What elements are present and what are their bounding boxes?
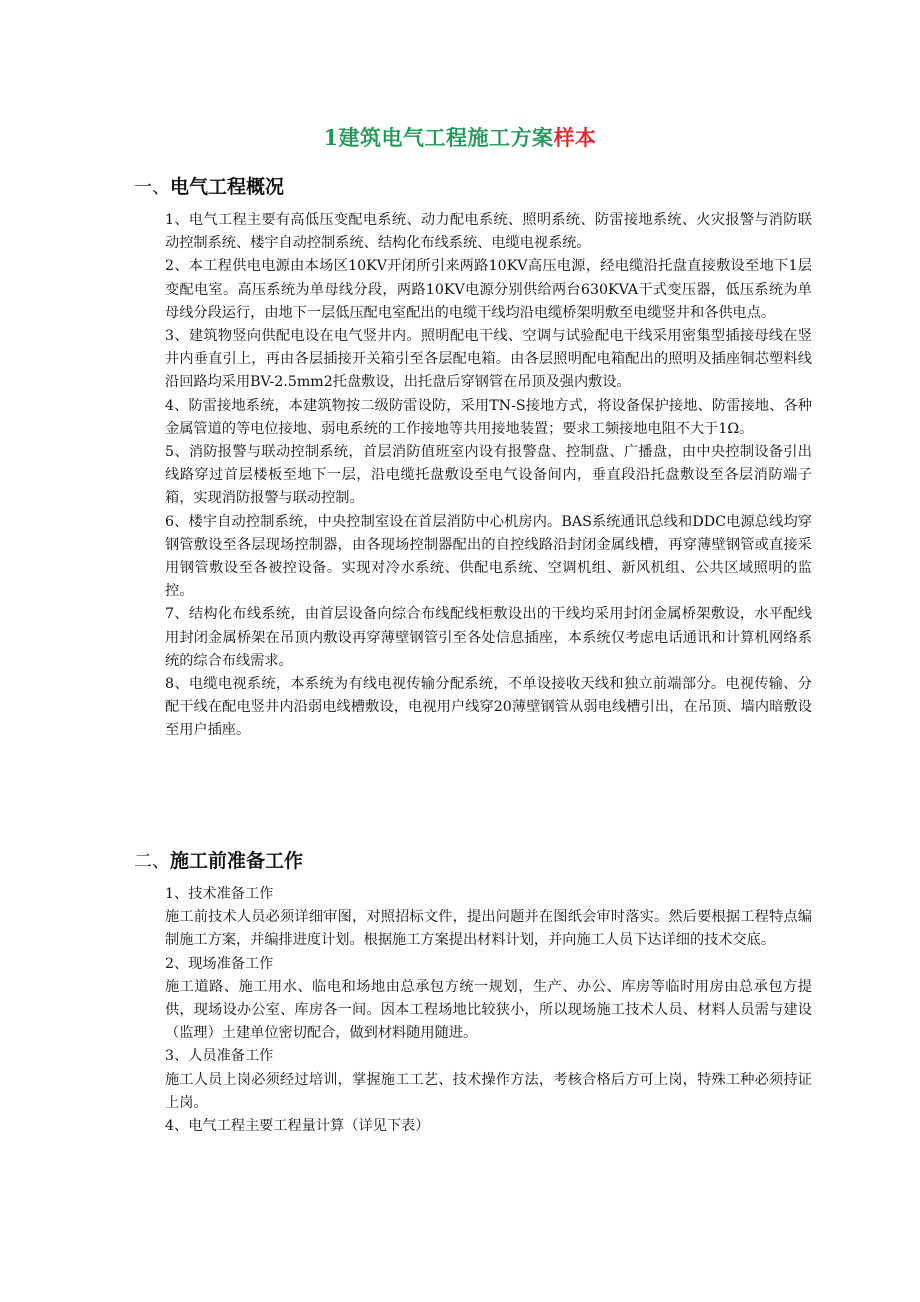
paragraph: 施工前技术人员必须详细审图，对照招标文件，提出问题并在图纸会审时落实。然后要根据工程特点编制施工方案，并编排进度计划。根据施工方案提出材料计划，并向施工人员下达详细的技术交底。: [165, 909, 812, 949]
section-title: 施工前准备工作: [170, 850, 304, 872]
document-title-main: 1建筑电气工程施工方案: [323, 125, 554, 150]
paragraph: 5、消防报警与联动控制系统，首层消防值班室内设有报警盘、控制盘、广播盘，由中央控制设备引出线路穿过首层楼板至地下一层，沿电缆托盘敷设至电气设备间内，垂直段沿托盘敷设至各层消防端子箱，实现消防报警与联动控制。: [165, 444, 812, 507]
paragraph: 7、结构化布线系统，由首层设备向综合布线配线柜敷设出的干线均采用封闭金属桥架敷设，水平配线用封闭金属桥架在吊顶内敷设再穿薄壁钢管引至各处信息插座，本系统仅考虑电话通讯和计算机网络系统的综合布线需求。: [165, 606, 812, 669]
subsection-heading: 3、人员准备工作: [165, 1048, 274, 1065]
paragraph: 6、楼宇自动控制系统，中央控制室设在首层消防中心机房内。BAS系统通讯总线和DDC电源总线均穿钢管敷设至各层现场控制器，由各现场控制器配出的自控线路沿封闭金属线槽，再穿薄壁钢管或直接采用钢管敷设至各被控设备。实现对冷水系统、供配电系统、空调机组、新风机组、公共区域照明的监控。: [165, 513, 812, 600]
document-title: [0, 122, 920, 152]
section-heading-overview: [134, 172, 284, 199]
section-heading-preparation: [134, 846, 303, 873]
section-title: 电气工程概况: [170, 176, 285, 198]
paragraph: 施工人员上岗必须经过培训，掌握施工工艺、技术操作方法，考核合格后方可上岗，特殊工种必须持证上岗。: [165, 1071, 812, 1111]
section-body-overview: [165, 209, 812, 743]
paragraph: 8、电缆电视系统，本系统为有线电视传输分配系统，不单设接收天线和独立前端部分。电视传输、分配干线在配电竖井内沿弱电线槽敷设，电视用户线穿20薄壁钢管从弱电线槽引出，在吊顶、墙内暗敷设至用户插座。: [165, 676, 812, 739]
paragraph: 4、防雷接地系统，本建筑物按二级防雷设防，采用TN-S接地方式，将设备保护接地、防雷接地、各种金属管道的等电位接地、弱电系统的工作接地等共用接地装置；要求工频接地电阻不大于1Ω。: [165, 397, 812, 437]
subsection-heading: 1、技术准备工作: [165, 886, 274, 902]
section-body-preparation: [165, 883, 812, 1138]
paragraph: 1、电气工程主要有高低压变配电系统、动力配电系统、照明系统、防雷接地系统、火灾报警与消防联动控制系统、楼宇自动控制系统、结构化布线系统、电缆电视系统。: [165, 212, 812, 252]
subsection-heading: 4、电气工程主要工程量计算（详见下表）: [165, 1118, 430, 1135]
section-number: 二、: [134, 851, 170, 872]
document-title-suffix: 样本: [553, 125, 597, 150]
paragraph: 施工道路、施工用水、临电和场地由总承包方统一规划，生产、办公、库房等临时用房由总承包方提供，现场设办公室、库房各一间。因本工程场地比较狭小，所以现场施工技术人员、材料人员需与建设（监理）土建单位密切配合，做到材料随用随进。: [165, 978, 812, 1042]
section-number: 一、: [134, 177, 170, 198]
subsection-heading: 2、现场准备工作: [165, 955, 274, 972]
paragraph: 3、建筑物竖向供配电设在电气竖井内。照明配电干线、空调与试验配电干线采用密集型插接母线在竖井内垂直引上，再由各层插接开关箱引至各层配电箱。由各层照明配电箱配出的照明及插座铜芯塑料线沿回路均采用BV-2.5mm2托盘敷设，出托盘后穿钢管在吊顶及强内敷设。: [165, 328, 812, 391]
paragraph: 2、本工程供电电源由本场区10KV开闭所引来两路10KV高压电源，经电缆沿托盘直接敷设至地下1层变配电室。高压系统为单母线分段，两路10KV电源分别供给两台630KVA干式变压器，低压系统为单母线分段运行，由地下一层低压配电室配出的电缆干线均沿电缆桥架明敷至电缆竖井和各供电点。: [165, 258, 812, 321]
